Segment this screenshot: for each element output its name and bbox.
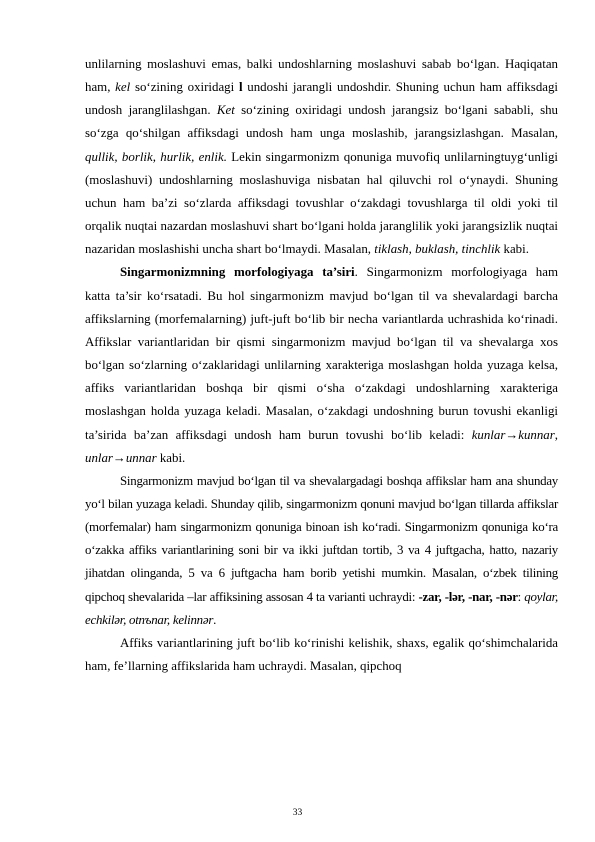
text-run: :	[517, 589, 525, 604]
italic-example: kunlar→kunnar	[471, 427, 555, 442]
text-run: kabi.	[156, 450, 186, 465]
text-run: undoshi jarangli undoshdir. Shuning uchun ham affiksdagi undosh jaranglilashgan.	[85, 80, 559, 118]
text-run: kabi.	[500, 242, 529, 257]
bold-variants: -zar, -lər, -nar, -nər	[418, 589, 518, 604]
paragraph-4	[85, 632, 558, 678]
italic-examples: tiklash, buklash, tinchlik	[374, 242, 501, 257]
text-run: Affiks variantlarining juft bo‘lib ko‘rinishi kelishik, shaxs, egalik qo‘shimchalarida ham, fe’llarning affikslarida ham uchraydi. Masalan, qipchoq	[85, 635, 558, 674]
italic-term: Ket	[216, 103, 235, 118]
section-heading: Singarmonizmning morfologiyaga ta’siri	[120, 265, 355, 280]
text-run: so‘zining oxiridagi	[130, 80, 239, 95]
text-run: Singarmonizm mavjud bo‘lgan til va shevalargadagi boshqa affikslar ham ana shunday yo‘l bilan yuzaga keladi. Shunday qilib, singarmonizm qonuni mavjud bo‘lgan tillarda affikslar (morfemalar) ham singarmonizm qonuniga binoan ish ko‘radi. Singarmonizm qonuniga ko‘ra o‘zakka affiks variantlarining soni bir va ikki juftdan tortib, 3 va 4 juftgacha, hatto, nazariy jihatdan olinganda, 5 va 6 juftgacha ham borib yetishi mumkin. Masalan, o‘zbek tilining qipchoq shevalarida –lar affiksining assosan 4 ta varianti uchraydi:	[85, 473, 558, 604]
italic-examples: qoylar, echkilər, otпъnar, kelinnər	[85, 589, 558, 627]
text-run: Lekin singarmonizm qonuniga muvofiq unlilarningtuyg‘unligi (moslashuvi) undoshlarning moslashuviga nisbatan hal qiluvchi rol o‘ynaydi. Shuning uchun ham ba’zi so‘zlarda affiksdagi tovushlar o‘zakdagi tovushlarga til oldi yoki til orqalik nuqtai nazardan moslashuvi shart bo‘lgani holda jaranglilik yoki jarangsizlik nuqtai nazaridan moslashishi uncha shart bo‘lmaydi. Masalan,	[85, 149, 558, 257]
bold-letter: l	[238, 80, 243, 95]
paragraph-2	[85, 261, 558, 469]
italic-example: unlar→unnar	[85, 450, 157, 465]
body-text	[85, 53, 558, 678]
italic-term: kel	[115, 80, 131, 95]
paragraph-3	[85, 470, 558, 632]
text-run: . Singarmonizm morfologiyaga ham katta ta’sir ko‘rsatadi. Bu hol singarmonizm mavjud bo‘lgan til va shevalardagi barcha affikslarning (morfemalarning) juft-juft bo‘lib bir necha variantlarda uchrashida ko‘rinadi. Affikslar variantlaridan bir qismi singarmonizm mavjud bo‘lgan til va shevalarga xos bo‘lgan so‘zlarning o‘zaklaridagi unlilarning xarakteriga moslashgan holda yuzaga kelsa, affiks variantlaridan boshqa bir qismi o‘sha o‘zakdagi undoshlarning xarakteriga moslashgan holda yuzaga keladi. Masalan, o‘zakdagi undoshning burun tovushi ekanligi ta’sirida ba’zan affiksdagi undosh ham burun tovushi bo‘lib keladi:	[85, 265, 558, 442]
text-run: .	[213, 612, 217, 627]
text-run: unlilarning moslashuvi emas, balki undoshlarning moslashuvi sabab bo‘lgan. Haqiqatan ham,	[85, 57, 558, 95]
page-number: 33	[292, 808, 303, 818]
text-run: ,	[554, 427, 558, 442]
paragraph-1	[85, 53, 558, 261]
text-run: so‘zining oxiridagi undosh jarangsiz bo‘lgani sababli, shu so‘zga qo‘shilgan affiksdagi undosh ham unga moslashib, jarangsizlashgan. Masalan,	[85, 103, 558, 141]
italic-examples: qullik, borlik, hurlik, enlik.	[85, 149, 227, 164]
